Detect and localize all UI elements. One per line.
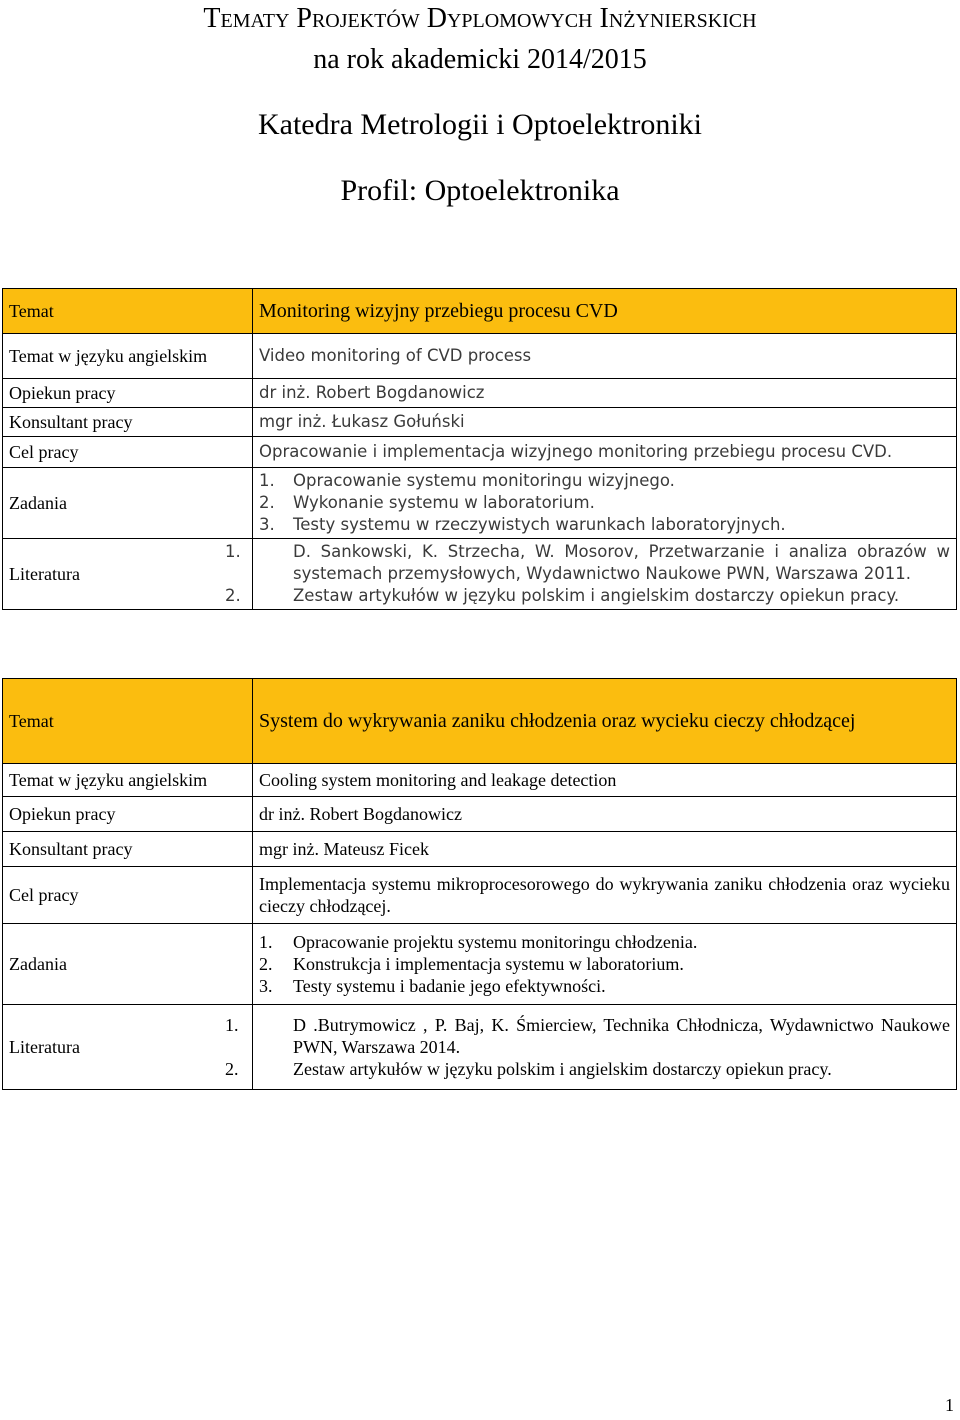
tasks-row [3,924,957,1005]
topic-title: Monitoring wizyjny przebiegu procesu CVD [253,289,957,334]
tasks-row [3,468,957,539]
list-item: 1. Opracowanie systemu monitoringu wizyjnego. [259,471,675,490]
topic-table-2 [2,678,957,1090]
goal-row [3,437,957,468]
topic-title-en: Video monitoring of CVD process [253,334,957,379]
supervisor-row [3,379,957,408]
literature-row [3,539,957,610]
topic-row [3,679,957,764]
tasks-list [253,468,957,539]
page-number: 1 [945,1395,954,1415]
list-item: 2. Wykonanie systemu w laboratorium. [259,493,595,512]
topic-title-en: Cooling system monitoring and leakage detection [253,764,957,797]
label-zadania: Zadania [3,924,253,1005]
label-literatura: Literatura [3,539,253,610]
label-temat: Temat [3,679,253,764]
list-item: 2. Zestaw artykułów w języku polskim i angielskim dostarczy opiekun pracy. [225,586,900,605]
goal-row [3,867,957,924]
consultant-row [3,832,957,867]
list-item: 2. Zestaw artykułów w języku polskim i angielskim dostarczy opiekun pracy. [225,1059,832,1079]
tasks-list [253,924,957,1005]
label-opiekun: Opiekun pracy [3,797,253,832]
consultant-name: mgr inż. Mateusz Ficek [253,832,957,867]
list-item: 3. Testy systemu i badanie jego efektywności. [259,976,606,996]
label-cel: Cel pracy [3,867,253,924]
list-item: 1. D .Butrymowicz , P. Baj, K. Śmierciew, Technika Chłodnicza, Wydawnictwo Naukowe PWN, Warszawa 2014. [225,1015,950,1057]
goal-text: Implementacja systemu mikroprocesorowego do wykrywania zaniku chłodzenia oraz wycieku cieczy chłodzącej. [253,867,957,924]
consultant-row [3,408,957,437]
supervisor-row [3,797,957,832]
label-temat: Temat [3,289,253,334]
profile-name: Profil: Optoelektronika [340,174,620,207]
supervisor-name: dr inż. Robert Bogdanowicz [253,797,957,832]
department-name: Katedra Metrologii i Optoelektroniki [257,108,703,141]
topic-en-row [3,334,957,379]
academic-year: na rok akademicki 2014/2015 [313,44,647,75]
document-title: Tematy Projektów Dyplomowych Inżynierskich [203,3,757,34]
literature-list [225,539,957,610]
consultant-name: mgr inż. Łukasz Gołuński [253,408,957,437]
topic-table-1 [2,288,957,610]
label-konsultant: Konsultant pracy [3,832,253,867]
list-item: 2. Konstrukcja i implementacja systemu w laboratorium. [259,954,684,974]
label-opiekun: Opiekun pracy [3,379,253,408]
literature-row [3,1005,957,1090]
list-item: 1. Opracowanie projektu systemu monitoringu chłodzenia. [259,932,698,952]
supervisor-name: dr inż. Robert Bogdanowicz [253,379,957,408]
topic-title: System do wykrywania zaniku chłodzenia oraz wycieku cieczy chłodzącej [253,679,957,764]
literature-list [225,1005,957,1090]
topic-en-row [3,764,957,797]
label-cel: Cel pracy [3,437,253,468]
topic-row [3,289,957,334]
goal-text: Opracowanie i implementacja wizyjnego monitoring przebiegu procesu CVD. [253,437,957,468]
label-konsultant: Konsultant pracy [3,408,253,437]
list-item: 3. Testy systemu w rzeczywistych warunkach laboratoryjnych. [259,515,786,534]
label-zadania: Zadania [3,468,253,539]
list-item: 1. D. Sankowski, K. Strzecha, W. Mosorov, Przetwarzanie i analiza obrazów w systemach przemysłowych, Wydawnictwo Naukowe PWN, Warszawa 2011. [225,542,950,583]
label-temat-en: Temat w języku angielskim [3,334,253,379]
label-literatura: Literatura [3,1005,253,1090]
label-temat-en: Temat w języku angielskim [3,764,253,797]
